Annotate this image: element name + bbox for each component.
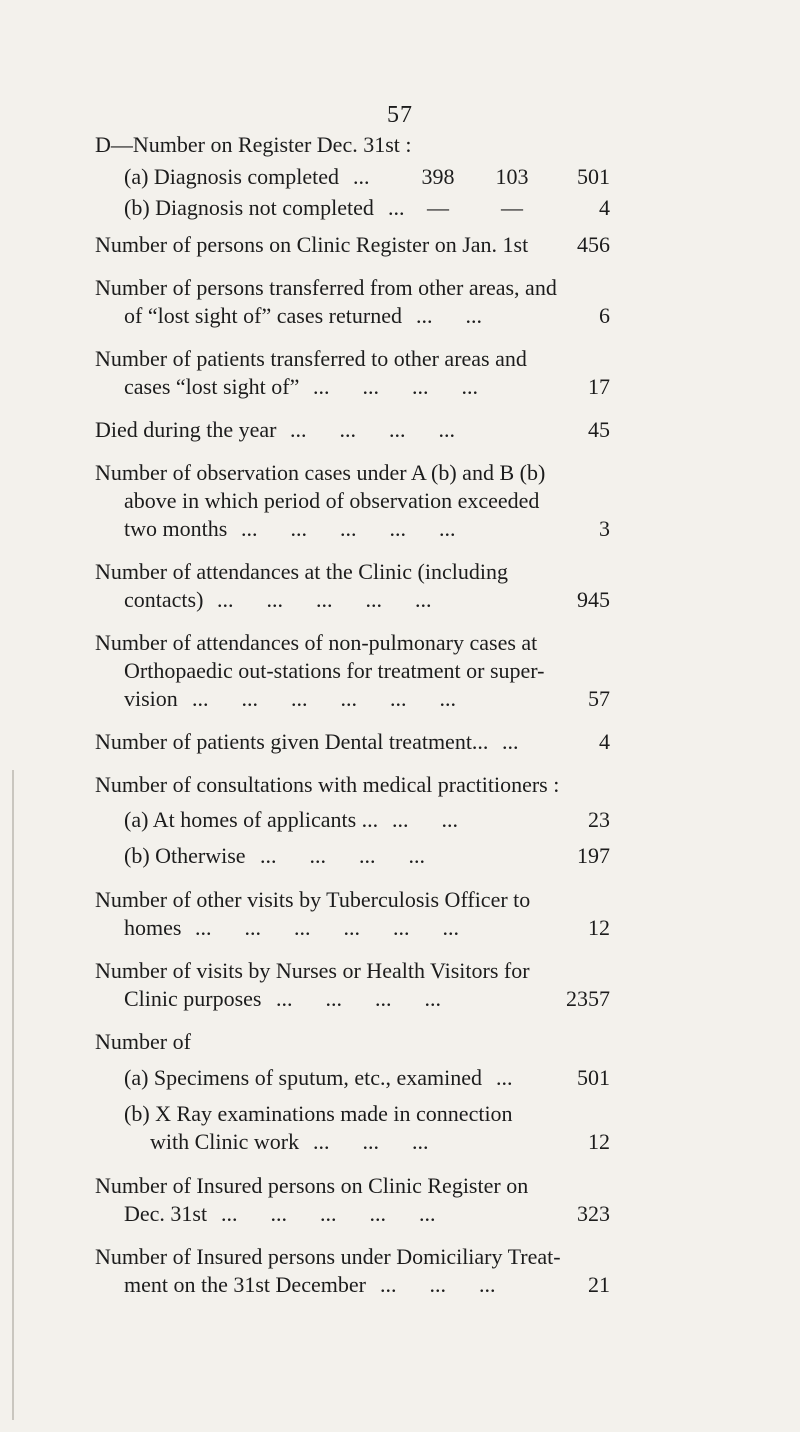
- list-item: [0, 344, 800, 374]
- item-value: 3: [599, 516, 610, 541]
- item-text: Dec. 31st: [124, 1201, 208, 1226]
- item-text: D—Number on Register Dec. 31st :: [95, 132, 412, 157]
- list-item: [0, 1099, 800, 1129]
- item-text: Number of attendances of non-pulmonary cases at: [95, 630, 538, 655]
- leader-dots: ... ... ... ...: [276, 986, 441, 1011]
- list-item: [0, 162, 800, 192]
- list-item: [0, 1127, 800, 1157]
- item-text: (b) Otherwise: [124, 843, 246, 868]
- item-text: two months: [124, 516, 228, 541]
- leader-dots: ... ... ... ... ... ...: [192, 686, 456, 711]
- item-text: Died during the year: [95, 417, 277, 442]
- list-item: [0, 301, 800, 331]
- item-value: 21: [588, 1272, 610, 1297]
- leader-dots: ... ... ... ...: [290, 417, 455, 442]
- list-item: [0, 885, 800, 915]
- item-text: Number of Insured persons on Clinic Register on: [95, 1173, 529, 1198]
- leader-dots: ... ... ...: [380, 1272, 496, 1297]
- page-number: 57: [387, 102, 413, 128]
- item-text: (a) Diagnosis completed: [124, 164, 340, 189]
- item-value: 12: [588, 1129, 610, 1154]
- item-value: 456: [577, 232, 610, 257]
- item-value: 23: [588, 807, 610, 832]
- item-value: 4: [599, 729, 610, 754]
- item-text: (a) Specimens of sputum, etc., examined: [124, 1065, 483, 1090]
- list-item: [0, 684, 800, 714]
- list-item: [0, 1270, 800, 1300]
- item-value: 197: [577, 843, 610, 868]
- item-text: Number of attendances at the Clinic (including: [95, 559, 508, 584]
- list-item: [0, 727, 800, 757]
- item-text: Number of patients given Dental treatment...: [95, 729, 489, 754]
- item-text: (a) At homes of applicants ...: [124, 807, 379, 832]
- list-item: [0, 656, 800, 686]
- list-item: [0, 230, 800, 260]
- item-text: Number of: [95, 1029, 191, 1054]
- item-value: 945: [577, 587, 610, 612]
- list-item: [0, 585, 800, 615]
- item-value: 323: [577, 1201, 610, 1226]
- item-text: Number of visits by Nurses or Health Visitors for: [95, 958, 530, 983]
- item-text: Number of Insured persons under Domiciliary Treat-: [95, 1244, 561, 1269]
- list-item: [0, 984, 800, 1014]
- sub-column-value: 103: [495, 164, 529, 189]
- item-text: homes: [124, 915, 182, 940]
- item-text: cases “lost sight of”: [124, 374, 300, 399]
- item-value: 45: [588, 417, 610, 442]
- list-item: [0, 557, 800, 587]
- leader-dots: ... ... ...: [313, 1129, 429, 1154]
- list-item: [0, 956, 800, 986]
- list-item: [0, 193, 800, 223]
- item-value: 2357: [566, 986, 610, 1011]
- leader-dots: ...: [502, 729, 519, 754]
- list-item: [0, 1199, 800, 1229]
- item-text: Number of patients transferred to other areas and: [95, 346, 527, 371]
- list-item: [0, 514, 800, 544]
- list-item: [0, 458, 800, 488]
- sub-column-value: 398: [421, 164, 455, 189]
- sub-column-value: —: [427, 195, 449, 220]
- list-item: [0, 841, 800, 871]
- item-value: 6: [599, 303, 610, 328]
- list-item: [0, 415, 800, 445]
- leader-dots: ...: [496, 1065, 513, 1090]
- list-item: [0, 913, 800, 943]
- item-text: ment on the 31st December: [124, 1272, 366, 1297]
- list-item: [0, 130, 800, 160]
- item-text: above in which period of observation exceeded: [124, 488, 540, 513]
- leader-dots: ... ...: [392, 807, 458, 832]
- item-text: (b) X Ray examinations made in connection: [124, 1101, 513, 1126]
- leader-dots: ... ... ... ... ...: [241, 516, 456, 541]
- list-item: [0, 628, 800, 658]
- item-text: Number of consultations with medical practitioners :: [95, 772, 560, 797]
- leader-dots: ... ... ... ... ... ...: [195, 915, 459, 940]
- item-value: 12: [588, 915, 610, 940]
- list-item: [0, 273, 800, 303]
- list-item: [0, 1027, 800, 1057]
- leader-dots: ... ... ... ... ...: [217, 587, 432, 612]
- item-value: 501: [577, 164, 610, 189]
- item-value: 501: [577, 1065, 610, 1090]
- item-value: 57: [588, 686, 610, 711]
- list-item: [0, 1171, 800, 1201]
- item-text: (b) Diagnosis not completed: [124, 195, 374, 220]
- item-text: with Clinic work: [150, 1129, 300, 1154]
- list-item: [0, 486, 800, 516]
- leader-dots: ... ... ... ... ...: [221, 1201, 436, 1226]
- list-item: [0, 1063, 800, 1093]
- item-text: of “lost sight of” cases returned: [124, 303, 402, 328]
- sub-column-value: —: [501, 195, 523, 220]
- list-item: [0, 805, 800, 835]
- leader-dots: ...: [353, 164, 370, 189]
- item-value: 17: [588, 374, 610, 399]
- item-text: Clinic purposes: [124, 986, 262, 1011]
- leader-dots: ... ... ... ...: [313, 374, 478, 399]
- item-text: vision: [124, 686, 178, 711]
- list-item: [0, 770, 800, 800]
- item-text: Number of persons on Clinic Register on Jan. 1st: [95, 232, 529, 257]
- item-text: contacts): [124, 587, 204, 612]
- item-text: Number of observation cases under A (b) and B (b): [95, 460, 546, 485]
- item-value: 4: [599, 195, 610, 220]
- leader-dots: ... ...: [416, 303, 482, 328]
- item-text: Number of other visits by Tuberculosis Officer to: [95, 887, 531, 912]
- list-item: [0, 372, 800, 402]
- leader-dots: ... ... ... ...: [260, 843, 425, 868]
- item-text: Orthopaedic out-stations for treatment or super-: [124, 658, 545, 683]
- leader-dots: ...: [388, 195, 405, 220]
- list-item: [0, 1242, 800, 1272]
- item-text: Number of persons transferred from other areas, and: [95, 275, 557, 300]
